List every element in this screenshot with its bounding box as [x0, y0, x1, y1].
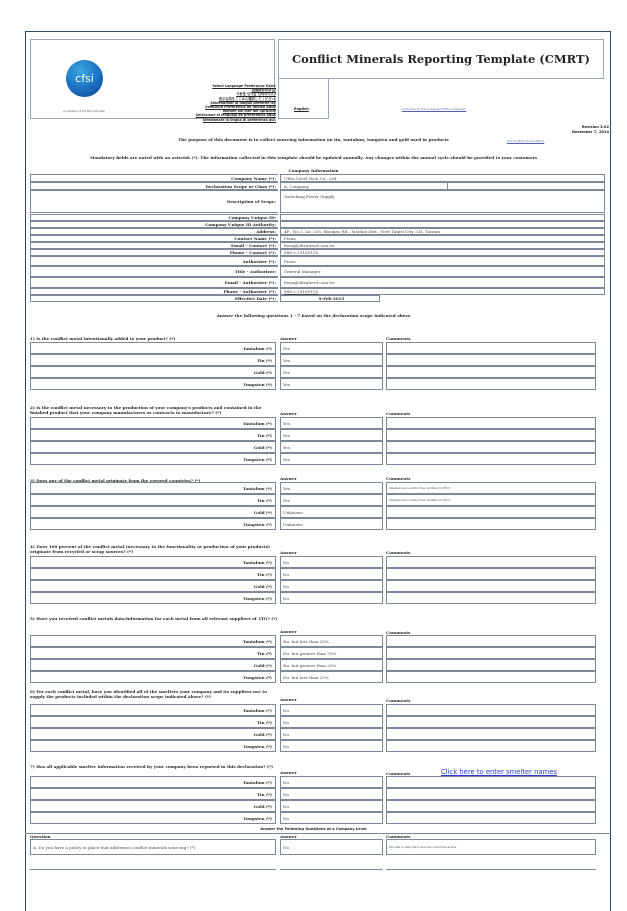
field-label: Email – Contact (*): — [30, 242, 278, 249]
comment-field[interactable] — [386, 518, 596, 530]
field-label: Authorizer (*): — [30, 256, 278, 266]
comments-column-header: Comments — [386, 476, 411, 481]
q2-row-gold — [30, 441, 605, 453]
q5-row-tungsten — [30, 671, 605, 683]
next-row-edge — [386, 869, 596, 870]
metal-label: Tantalum (*) — [30, 556, 276, 568]
answer-select[interactable]: No — [280, 728, 383, 740]
next-row-edge — [280, 869, 383, 870]
q5-row-tantalum — [30, 635, 605, 647]
language-prompt: Select Language Preference Here: — [212, 84, 276, 88]
comment-field[interactable] — [386, 776, 596, 788]
comment-field[interactable] — [386, 366, 596, 378]
comment-field[interactable] — [386, 506, 596, 518]
answer-select[interactable]: Yes — [280, 441, 383, 453]
comment-field[interactable] — [386, 635, 596, 647]
metal-label: Tin (*) — [30, 716, 276, 728]
comments-column-header: Comments — [386, 771, 411, 776]
field-label: Title - Authorizer: — [30, 266, 278, 277]
q7-row-gold — [30, 800, 605, 812]
metal-label: Gold (*) — [30, 659, 276, 671]
metal-label: Gold (*) — [30, 366, 276, 378]
answer-column-header: Answer — [280, 770, 297, 775]
comment-field[interactable] — [386, 378, 596, 390]
answer-select[interactable]: No — [280, 740, 383, 752]
comment-field[interactable] — [386, 716, 596, 728]
question-7-text: 7) Has all applicable smelter information received by your company been reported in this declaration? (*) — [30, 764, 274, 769]
answer-select[interactable]: Yes — [280, 342, 383, 354]
answer-select[interactable]: No — [280, 800, 383, 812]
divider — [25, 833, 611, 834]
comments-column-header: Comments — [386, 411, 411, 416]
answer-select[interactable]: Yes — [280, 366, 383, 378]
metal-label: Tungsten (*) — [30, 671, 276, 683]
q1-row-tungsten — [30, 378, 605, 390]
comment-field[interactable] — [386, 568, 596, 580]
metal-label: Tantalum (*) — [30, 635, 276, 647]
language-prompt: Sélectionner la langue préférée ici: — [210, 100, 276, 105]
answer-column-header: Answer — [280, 834, 297, 839]
authorizer-row — [30, 256, 605, 266]
purpose-statement: The purpose of this document is to collect sourcing information on tin, tantalum, tungsten and gold used in products — [178, 137, 449, 142]
enter-smelter-names-link[interactable]: Click here to enter smelter names — [441, 768, 557, 776]
comment-field[interactable]: We plan to add policy and use corrective action. — [386, 839, 596, 855]
language-select-cell[interactable] — [278, 79, 329, 119]
company-unique-id-row — [30, 214, 605, 221]
address-field[interactable]: 4F., No.2, Ln. 235, Baoqiao Rd., Xindian Dist., New Taipei City 231, Taiwan — [280, 228, 605, 235]
field-label: Effective Date (*): — [30, 295, 278, 302]
metal-label: Tantalum (*) — [30, 342, 276, 354]
answer-column-header: Answer — [280, 629, 297, 634]
answer-select[interactable]: No — [280, 580, 383, 592]
answer-select[interactable]: Yes — [280, 417, 383, 429]
next-row-edge — [30, 869, 276, 870]
declaration-scope-select[interactable]: A. Company — [280, 182, 448, 190]
q3-row-tungsten — [30, 518, 605, 530]
q3-row-tantalum — [30, 482, 605, 494]
phone-authorizer-field[interactable]: 886-2-29180118 — [280, 288, 605, 295]
company-info-title: Company Information — [288, 168, 339, 173]
q6-row-tantalum — [30, 704, 605, 716]
comment-field[interactable] — [386, 417, 596, 429]
effective-date-field[interactable]: 9-Feb-2015 — [280, 295, 380, 302]
metal-label: Tungsten (*) — [30, 740, 276, 752]
answer-select[interactable]: No — [280, 839, 383, 855]
answer-select[interactable]: No — [280, 704, 383, 716]
comment-field[interactable] — [386, 592, 596, 604]
q3-row-tin — [30, 494, 605, 506]
metal-label: Tantalum (*) — [30, 776, 276, 788]
answer-select[interactable]: No — [280, 716, 383, 728]
answer-column-header: Answer — [280, 336, 297, 341]
q1-row-tantalum — [30, 342, 605, 354]
answer-column-header: Answer — [280, 411, 297, 416]
answer-column-header: Answer — [280, 550, 297, 555]
email-contact-field[interactable]: fiona@ultralevel.com.tw — [280, 242, 605, 249]
mandatory-note: Mandatory fields are noted with an asterisk (*). The information collected in this template should be updated annually. Any changes within the annual cycle should be provided to your customers — [89, 155, 538, 160]
field-label: Address: — [30, 228, 278, 235]
metal-label: Tantalum (*) — [30, 704, 276, 716]
question-3-text: 3) Does any of the conflict metal originate from the covered countries? (*) — [30, 478, 201, 483]
language-prompt: 請選擇你的語言: — [251, 88, 276, 93]
cfsi-logo: cfsi — [66, 60, 103, 97]
answer-select[interactable]: Unknown — [280, 506, 383, 518]
company-level-title: Answer the Following Questions at a Company Level — [260, 827, 367, 831]
q7-row-tin — [30, 788, 605, 800]
answer-select[interactable]: Yes — [280, 482, 383, 494]
page-title: Conflict Minerals Reporting Template (CMRT) — [278, 39, 604, 79]
company-name-field[interactable]: Ultra Level Tech Co., Ltd. — [280, 174, 605, 182]
comment-field[interactable]: Smelters are conflict free certified by EICC — [386, 482, 596, 494]
metal-label: Tin (*) — [30, 354, 276, 366]
metal-label: Gold (*) — [30, 441, 276, 453]
language-prompt: Selezionare la lingua di preferenza qui: — [202, 117, 276, 122]
metal-label: Tungsten (*) — [30, 592, 276, 604]
language-prompt: Wählen sie hier die Sprache: — [222, 109, 276, 114]
company-unique-id-authority-field[interactable] — [280, 221, 605, 228]
comment-field[interactable] — [386, 659, 596, 671]
metal-label: Tungsten (*) — [30, 518, 276, 530]
answer-select[interactable]: No — [280, 568, 383, 580]
language-prompt: 사용할 언어를 선택하시오 : — [236, 92, 276, 97]
email-authorizer-row — [30, 277, 605, 288]
title-authorizer-row — [30, 266, 605, 277]
language-prompt: Seleccione el lenguaje de preferencia aqui: — [195, 113, 276, 118]
metal-label: Tungsten (*) — [30, 378, 276, 390]
phone-contact-row — [30, 249, 605, 256]
answer-select[interactable]: Yes — [280, 494, 383, 506]
revision-info — [572, 125, 609, 135]
q2-row-tungsten — [30, 453, 605, 465]
question-1-text: 1) Is the conflict metal intentionally added to your product? (*) — [30, 336, 176, 341]
answer-select[interactable]: No — [280, 788, 383, 800]
field-label: Company Name (*): — [30, 174, 278, 182]
answer-select[interactable]: Yes — [280, 453, 383, 465]
comments-column-header: Comments — [386, 698, 411, 703]
metal-label: Tin (*) — [30, 429, 276, 441]
metal-label: Tantalum (*) — [30, 482, 276, 494]
answer-select[interactable]: No, but less than 25% — [280, 671, 383, 683]
comment-field[interactable] — [386, 728, 596, 740]
q4-row-gold — [30, 580, 605, 592]
question-6-text: 6) For each conflict metal, have you identified all of the smelters your company and its suppliers use to supply the products included within the declaration scope indicated above? (*) — [30, 689, 267, 699]
metal-label: Tin (*) — [30, 788, 276, 800]
company-question-text: A. Do you have a policy in place that addresses conflict minerals sourcing? (*) — [30, 839, 276, 855]
metal-label: Tungsten (*) — [30, 453, 276, 465]
metal-label: Gold (*) — [30, 728, 276, 740]
answer-select[interactable]: No — [280, 776, 383, 788]
metal-label: Tin (*) — [30, 494, 276, 506]
declaration-scope-extra — [448, 182, 605, 190]
answer-select[interactable]: No, but less than 25% — [280, 635, 383, 647]
q2-row-tin — [30, 429, 605, 441]
answer-select[interactable]: No — [280, 556, 383, 568]
answer-select[interactable]: No — [280, 812, 383, 824]
comment-field[interactable] — [386, 580, 596, 592]
q1-row-tin — [30, 354, 605, 366]
q5-row-gold — [30, 659, 605, 671]
q1-row-gold — [30, 366, 605, 378]
field-label: Email - Authorizer (*): — [30, 277, 278, 288]
comment-field[interactable] — [386, 429, 596, 441]
answer-column-header: Answer — [280, 697, 297, 702]
question-2-text: 2) Is the conflict metal necessary to the production of your company's products and contained in the finished product that your company manufactures or contracts to manufacture? (*) — [30, 405, 262, 415]
q6-row-tungsten — [30, 740, 605, 752]
comment-field[interactable] — [386, 740, 596, 752]
comment-field[interactable] — [386, 556, 596, 568]
effective-date-row — [30, 295, 605, 302]
q3-row-gold — [30, 506, 605, 518]
q4-row-tin — [30, 568, 605, 580]
metal-label: Tungsten (*) — [30, 812, 276, 824]
revision-date: November 7, 2014 — [571, 130, 609, 134]
comment-field[interactable] — [386, 788, 596, 800]
metal-label: Gold (*) — [30, 800, 276, 812]
comments-column-header: Comments — [386, 834, 411, 839]
company-unique-id-authority-row — [30, 221, 605, 228]
answer-select[interactable]: Yes — [280, 378, 383, 390]
email-authorizer-field[interactable]: fiona@ultralevel.com.tw — [280, 277, 605, 288]
contact-name-field[interactable]: Fiona — [280, 235, 605, 242]
logo-caption: An initiative of the EICC and GeSI — [63, 110, 105, 113]
language-select[interactable]: English — [294, 107, 309, 111]
revision-number: Revision 3.02 — [581, 125, 609, 129]
q4-row-tantalum — [30, 556, 605, 568]
q7-row-tantalum — [30, 776, 605, 788]
phone-contact-field[interactable]: 886-2-29180118 — [280, 249, 605, 256]
metal-label: Tin (*) — [30, 647, 276, 659]
company-unique-id-field[interactable] — [280, 214, 605, 221]
comments-column-header: Comments — [386, 630, 411, 635]
question-4-text: 4) Does 100 percent of the conflict metal (necessary to the functionality or production of your products) originate from recycled or scrap sources? (*) — [30, 544, 270, 554]
description-scope-field[interactable]: Switching Power Supply — [280, 190, 605, 213]
answer-select[interactable]: No, but greater than 25% — [280, 659, 383, 671]
comment-field[interactable] — [386, 354, 596, 366]
comment-field[interactable] — [386, 647, 596, 659]
comment-field[interactable] — [386, 441, 596, 453]
comments-column-header: Comments — [386, 550, 411, 555]
questions-intro: Answer the following questions 1 - 7 based on the declaration scope indicated above — [216, 313, 411, 318]
answer-select[interactable]: Yes — [280, 429, 383, 441]
comment-field[interactable] — [386, 812, 596, 824]
answer-select[interactable]: Yes — [280, 354, 383, 366]
field-label: Description of Scope: — [30, 190, 278, 213]
language-prompt: 表示言語をここから選択してください: — [218, 96, 276, 101]
authorizer-field[interactable]: Fiona — [280, 256, 605, 266]
field-label: Phone - Authorizer (*): — [30, 288, 278, 295]
field-label: Company Unique ID: — [30, 214, 278, 221]
email-contact-row — [30, 242, 605, 249]
q7-row-tungsten — [30, 812, 605, 824]
field-label: Company Unique ID Authority: — [30, 221, 278, 228]
comment-field[interactable] — [386, 704, 596, 716]
comment-field[interactable] — [386, 342, 596, 354]
answer-select[interactable]: Unknown — [280, 518, 383, 530]
language-prompt: Selecione Preferência de Idioma Aqui: — [205, 105, 276, 110]
question-column-header: Question — [30, 834, 51, 839]
declaration-scope-row — [30, 182, 605, 190]
language-prompts — [140, 84, 276, 122]
answer-select[interactable]: No — [280, 592, 383, 604]
metal-label: Tantalum (*) — [30, 417, 276, 429]
field-label: Phone – Contact (*): — [30, 249, 278, 256]
q5-row-tin — [30, 647, 605, 659]
field-label: Declaration Scope or Class (*): — [30, 182, 278, 190]
q6-row-tin — [30, 716, 605, 728]
terms-conditions-link[interactable]: Link to Terms & Conditions — [507, 139, 545, 143]
company-name-row — [30, 174, 605, 182]
comment-field[interactable] — [386, 453, 596, 465]
contact-name-row — [30, 235, 605, 242]
metal-label: Tin (*) — [30, 568, 276, 580]
answer-select[interactable]: No, but greater than 75% — [280, 647, 383, 659]
field-label: Contact Name (*): — [30, 235, 278, 242]
metal-label: Gold (*) — [30, 580, 276, 592]
comment-field[interactable] — [386, 671, 596, 683]
company-question-a-row — [30, 839, 605, 855]
comments-column-header: Comments — [386, 336, 411, 341]
question-5-text: 5) Have you received conflict metals data/information for each metal from all relevant suppliers of 3TG? (*) — [30, 616, 278, 621]
comment-field[interactable]: Smelters are conflict free certified by EICC — [386, 494, 596, 506]
check-required-fields-link[interactable]: Click here to check required fields completion — [402, 107, 467, 111]
phone-authorizer-row — [30, 288, 605, 295]
q6-row-gold — [30, 728, 605, 740]
q2-row-tantalum — [30, 417, 605, 429]
title-authorizer-field[interactable]: General Manager — [280, 266, 605, 277]
comment-field[interactable] — [386, 800, 596, 812]
metal-label: Gold (*) — [30, 506, 276, 518]
address-row — [30, 228, 605, 235]
q4-row-tungsten — [30, 592, 605, 604]
answer-column-header: Answer — [280, 476, 297, 481]
description-scope-row — [30, 190, 605, 213]
